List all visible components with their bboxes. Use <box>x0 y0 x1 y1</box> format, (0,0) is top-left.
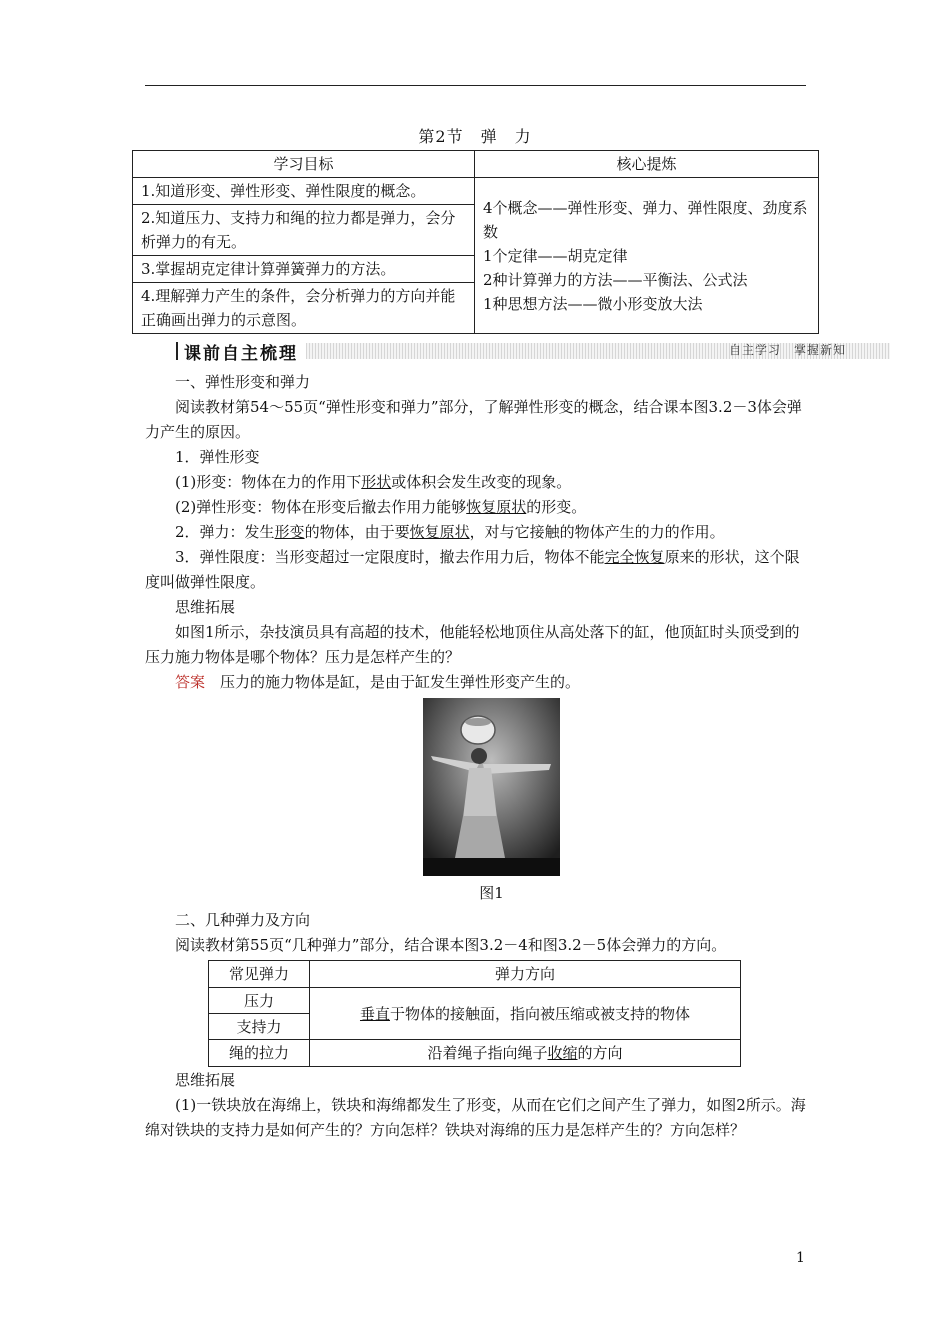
banner-label: 课前自主梳理 <box>184 344 298 364</box>
objective-item: 2.知道压力、支持力和绳的拉力都是弹力，会分析弹力的有无。 <box>133 205 475 256</box>
answer <box>145 670 807 695</box>
direction-cell <box>310 1040 741 1067</box>
force-type-cell: 绳的拉力 <box>209 1040 310 1067</box>
force-type-cell: 压力 <box>209 988 310 1014</box>
force-direction-table <box>208 960 741 1067</box>
objectives-header: 学习目标 <box>133 151 475 178</box>
answer-text: 压力的施力物体是缸，是由于缸发生弹性形变产生的。 <box>220 673 581 691</box>
core-item: 1个定律——胡克定律 <box>483 246 628 265</box>
underlined-answer: 恢复原状 <box>409 523 470 541</box>
text: (2)弹性形变：物体在形变后撤去作用力能够 <box>175 498 467 516</box>
objective-item: 1.知道形变、弹性形变、弹性限度的概念。 <box>133 178 475 205</box>
text: (1)形变：物体在力的作用下 <box>175 473 362 491</box>
think-question: (1)一铁块放在海绵上，铁块和海绵都发生了形变，从而在它们之间产生了弹力，如图2所示。海绵对铁块的支持力是如何产生的？方向怎样？铁块对海绵的压力是怎样产生的？方向怎样？ <box>145 1096 806 1139</box>
definition-elastic-deformation <box>145 495 807 520</box>
header-rule <box>145 85 806 86</box>
section1-intro: 阅读教材第54～55页“弹性形变和弹力”部分，了解弹性形变的概念，结合课本图3.2－3体会弹力产生的原因。 <box>145 398 802 441</box>
objective-item: 3.掌握胡克定律计算弹簧弹力的方法。 <box>133 256 475 283</box>
direction-header: 弹力方向 <box>310 961 741 988</box>
underlined-answer: 形变 <box>274 523 305 541</box>
underlined-answer: 恢复原状 <box>466 498 527 516</box>
text: 于物体的接触面，指向被压缩或被支持的物体 <box>390 1004 691 1023</box>
banner-tag: 自主学习 掌握新知 <box>728 343 846 357</box>
objectives-table <box>132 150 819 334</box>
text: 或体积会发生改变的现象。 <box>391 473 572 491</box>
text: 的形变。 <box>526 498 587 516</box>
text: 原来的形状，这个限度叫做弹性限度。 <box>145 548 800 591</box>
text: 沿着绳子指向绳子 <box>427 1044 548 1062</box>
core-header: 核心提炼 <box>475 151 819 178</box>
underlined-answer: 完全恢复 <box>604 548 665 566</box>
core-item: 4个概念——弹性形变、弹力、弹性限度、劲度系数 <box>483 198 808 241</box>
text: 的物体，由于要 <box>304 523 410 541</box>
item-elastic-deformation: 1．弹性形变 <box>175 448 260 466</box>
section2-heading: 二、几种弹力及方向 <box>175 911 311 929</box>
figure-caption: 图1 <box>479 884 504 902</box>
text: 的方向 <box>577 1044 623 1062</box>
think-question: 如图1所示，杂技演员具有高超的技术，他能轻松地顶住从高处落下的缸，他顶缸时头顶受到的压力施力物体是哪个物体？压力是怎样产生的？ <box>145 623 800 666</box>
think-label: 思维拓展 <box>175 1071 236 1089</box>
think-label: 思维拓展 <box>175 598 236 616</box>
text: 3．弹性限度：当形变超过一定限度时，撤去作用力后，物体不能 <box>175 548 605 566</box>
acrobat-photo <box>423 698 560 876</box>
force-type-header: 常见弹力 <box>209 961 310 988</box>
section-banner <box>176 339 848 364</box>
page-title: 第2节 弹 力 <box>418 127 532 146</box>
direction-cell <box>310 988 741 1040</box>
definition-elastic-limit <box>145 545 807 595</box>
section1-heading: 一、弹性形变和弹力 <box>175 373 311 391</box>
banner-bar <box>176 342 178 360</box>
definition-elastic-force <box>145 520 807 545</box>
force-type-cell: 支持力 <box>209 1014 310 1040</box>
underlined-answer: 形状 <box>361 473 392 491</box>
objective-item: 4.理解弹力产生的条件，会分析弹力的方向并能正确画出弹力的示意图。 <box>133 283 475 334</box>
underlined-answer: 收缩 <box>547 1044 578 1062</box>
answer-label: 答案 <box>175 673 206 691</box>
definition-deformation <box>145 470 807 495</box>
section2-intro: 阅读教材第55页“几种弹力”部分，结合课本图3.2－4和图3.2－5体会弹力的方向。 <box>175 936 727 954</box>
core-item: 1种思想方法——微小形变放大法 <box>483 294 703 313</box>
page-number: 1 <box>796 1250 805 1266</box>
text: ，对与它接触的物体产生的力的作用。 <box>469 523 725 541</box>
core-item: 2种计算弹力的方法——平衡法、公式法 <box>483 270 748 289</box>
core-summary-cell <box>475 178 819 334</box>
underlined-answer: 垂直 <box>359 1004 390 1023</box>
text: 2．弹力：发生 <box>175 523 275 541</box>
